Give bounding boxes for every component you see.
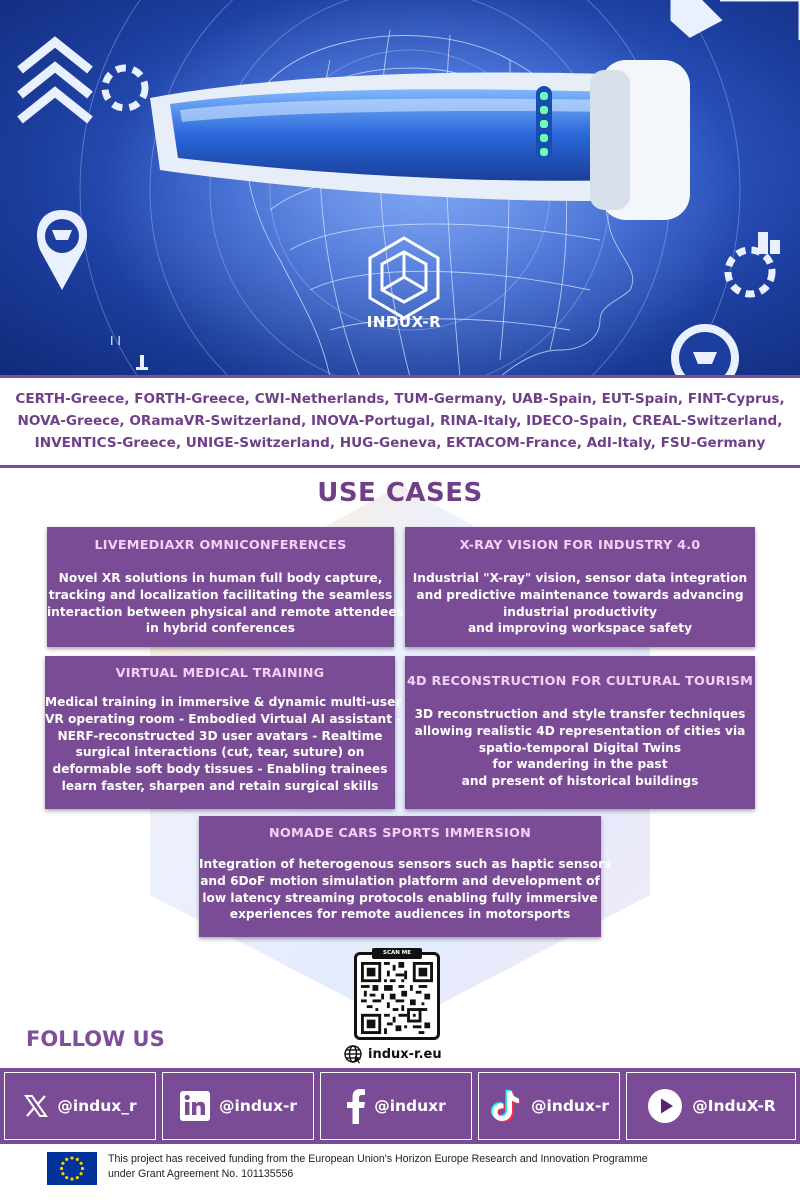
social-link-youtube[interactable] (626, 1072, 796, 1140)
brand-title: INDUX-R (366, 313, 442, 331)
card-description (45, 694, 402, 795)
linkedin-icon (179, 1090, 211, 1122)
social-link-x[interactable] (4, 1072, 156, 1140)
card-line: deformable soft body tissues - Enabling trainees (52, 762, 388, 777)
card-line: experiences for remote audiences in motorsports (229, 907, 571, 922)
social-handle: @induxr (374, 1097, 446, 1115)
youtube-icon (646, 1087, 684, 1125)
card-line: for wandering in the past (492, 757, 668, 772)
card-line: and predictive maintenance towards advancing (416, 587, 744, 602)
chevrons-decoration (20, 42, 90, 120)
card-line: interaction between physical and remote attendees (47, 604, 404, 619)
partners-list (0, 388, 800, 454)
top-right-decoration (672, 0, 800, 40)
card-line: low latency streaming protocols enabling fully immersive (202, 890, 598, 905)
card-line: allowing realistic 4D representation of cities via (414, 723, 746, 738)
card-line: and present of historical buildings (461, 774, 699, 789)
use-case-card-medical (45, 656, 402, 809)
facebook-icon (346, 1088, 366, 1124)
hero-banner (0, 0, 800, 377)
badge-icon (671, 324, 739, 377)
website-url: indux-r.eu (368, 1046, 442, 1062)
use-case-card-xray (405, 527, 755, 647)
card-description (199, 856, 612, 923)
card-title: X-RAY VISION FOR INDUSTRY 4.0 (459, 538, 701, 553)
partners-line: INVENTICS-Greece, UNIGE-Switzerland, HUG-Geneva, EKTACOM-France, AdI-Italy, FSU-Germany (34, 435, 766, 451)
card-description (405, 570, 755, 637)
stairs-decoration (758, 232, 780, 254)
card-line: 3D reconstruction and style transfer techniques (414, 707, 746, 721)
funding-line: under Grant Agreement No. 101135556 (108, 1168, 294, 1180)
card-line: Industrial "X-ray" vision, sensor data integration (412, 571, 748, 585)
use-cases-title: USE CASES (317, 478, 483, 508)
card-line: Integration of heterogenous sensors such as haptic sensors (199, 857, 612, 871)
card-title: LIVEMEDIAXR OMNICONFERENCES (94, 538, 347, 553)
eu-flag-icon (47, 1152, 97, 1185)
card-line: in hybrid conferences (145, 621, 296, 636)
partners-line: NOVA-Greece, ORamaVR-Switzerland, INOVA-Portugal, RINA-Italy, IDECO-Spain, CREAL-Switzerland, (17, 413, 783, 429)
use-case-card-livemediaxr (47, 527, 404, 647)
card-line: tracking and localization facilitating the seamless (48, 587, 393, 602)
card-line: Medical training in immersive & dynamic multi-user (45, 695, 402, 709)
use-case-card-nomade (199, 816, 612, 937)
card-title: NOMADE CARS SPORTS IMMERSION (268, 826, 531, 841)
globe-icon (343, 1044, 363, 1064)
social-link-facebook[interactable] (320, 1072, 472, 1140)
social-handle: @InduX-R (692, 1097, 776, 1115)
social-link-tiktok[interactable] (478, 1072, 620, 1140)
card-line: and 6DoF motion simulation platform and development of (200, 873, 600, 888)
scan-me-label: SCAN ME (372, 948, 422, 959)
x-icon (23, 1093, 49, 1119)
card-line: learn faster, sharpen and retain surgical skills (61, 778, 379, 793)
divider (0, 375, 800, 378)
card-description (47, 570, 404, 637)
qr-code-block[interactable] (354, 952, 440, 1040)
card-line: NERF-reconstructed 3D user avatars - Realtime (57, 728, 383, 743)
qr-code-icon (361, 962, 433, 1034)
card-title: 4D RECONSTRUCTION FOR CULTURAL TOURISM (406, 674, 754, 689)
follow-us-heading: FOLLOW US (26, 1027, 165, 1051)
website-link[interactable] (343, 1044, 442, 1064)
card-line: spatio-temporal Digital Twins (478, 740, 682, 755)
gear-icon (728, 250, 772, 294)
divider (0, 465, 800, 468)
funding-statement (108, 1152, 648, 1182)
social-handle: @indux_r (57, 1097, 137, 1115)
social-handle: @indux-r (218, 1097, 298, 1115)
card-line: VR operating room - Embodied Virtual AI assistant - (45, 711, 402, 726)
social-handle: @indux-r (530, 1097, 610, 1115)
svg-text:I I: I I (110, 334, 121, 348)
use-case-card-4d-reconstruction (405, 656, 755, 809)
card-line: surgical interactions (cut, tear, suture) on (75, 745, 365, 760)
funding-line: This project has received funding from the European Union's Horizon Europe Research and Innovation Programme (108, 1153, 648, 1165)
partners-line: CERTH-Greece, FORTH-Greece, CWI-Netherlands, TUM-Germany, UAB-Spain, EUT-Spain, FINT-Cyprus, (15, 391, 785, 407)
card-line: and improving workspace safety (467, 621, 693, 636)
social-links-bar (0, 1068, 800, 1144)
tiktok-icon (489, 1088, 523, 1124)
card-line: industrial productivity (503, 604, 657, 619)
card-line: Novel XR solutions in human full body capture, (58, 571, 383, 585)
location-pin-icon (37, 210, 87, 290)
card-description (405, 706, 755, 790)
card-title: VIRTUAL MEDICAL TRAINING (115, 666, 325, 681)
social-link-linkedin[interactable] (162, 1072, 314, 1140)
